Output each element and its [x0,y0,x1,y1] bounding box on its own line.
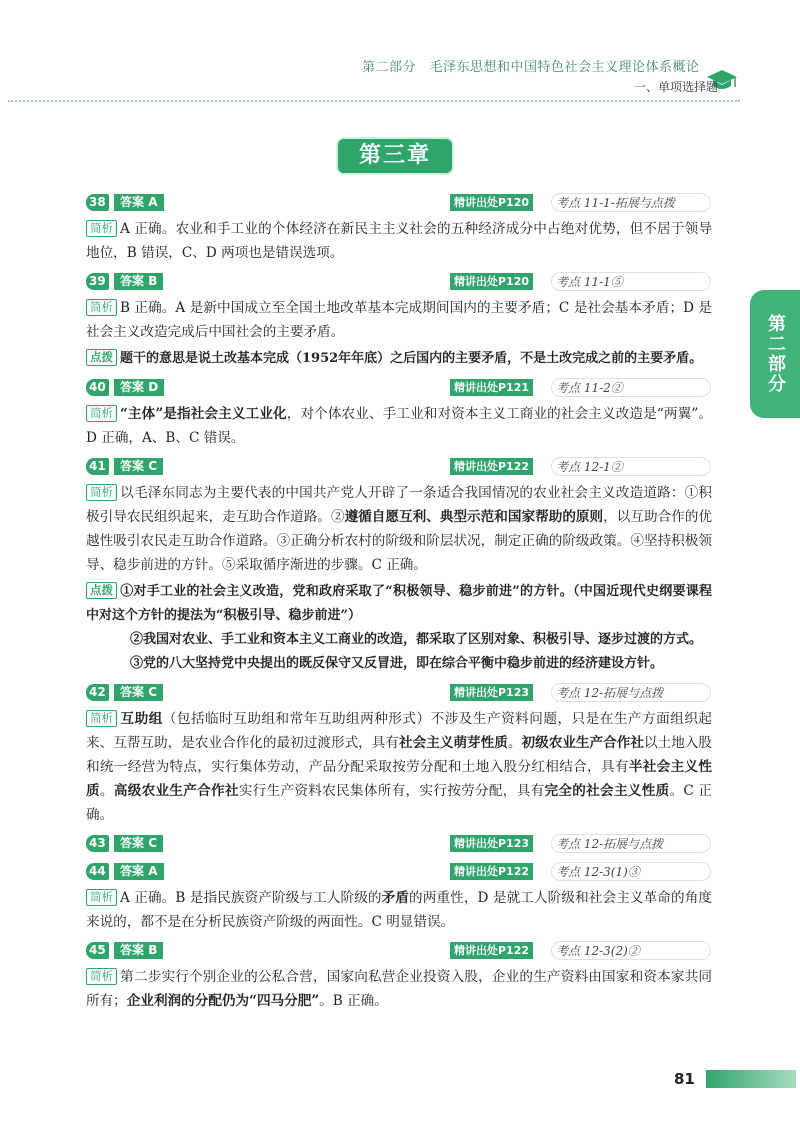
answer-letter: A [148,864,158,878]
source-page: P121 [498,381,530,394]
source-badge [450,863,533,880]
analysis-text: （包括临时互助组和常年互助组两种形式）不涉及生产资料问题，只是在生产方面组织起来、互帮互助，是农业合作化的最初过渡形式，具有 [86,711,713,751]
answer-letter: C [148,836,158,850]
kaodian-tag: 考点 11-2② [551,378,711,397]
source-label: 精讲出处 [454,944,498,957]
answer-prefix: 答案 [120,864,145,878]
analysis-text: 实行生产资料农民集体所有，实行按劳分配，具有 [238,783,545,799]
running-header-subtitle: 一、单项选择题 [633,80,718,94]
tip-paragraph [86,580,712,676]
analysis-emphasis: 矛盾 [381,890,410,906]
analysis-text: B 正确。A 是新中国成立至全国土地改革基本完成期间国内的主要矛盾；C 是社会基本矛盾；D 是社会主义改造完成后中国社会的主要矛盾。 [86,300,712,340]
answer-prefix: 答案 [120,195,145,209]
question-number: 43 [86,835,109,852]
analysis-label: 简析 [86,484,117,501]
source-label: 精讲出处 [454,460,498,473]
answer-block [86,833,712,855]
source-page: P120 [498,275,530,288]
answer-block [86,192,712,265]
kaodian-tag: 考点 11-1-拓展与点拨 [551,193,711,212]
answer-block [86,861,712,934]
question-number: 40 [86,379,109,396]
analysis-label: 简析 [86,710,117,727]
answer-prefix: 答案 [120,836,145,850]
answer-letter: B [148,943,158,957]
answer-badge [114,942,163,959]
answer-letter: B [148,274,158,288]
analysis-label: 简析 [86,299,117,316]
analysis-emphasis: 遵循自愿互利、典型示范和国家帮助的原则 [344,509,604,525]
answer-prefix: 答案 [120,943,145,957]
analysis-text: 。 [507,735,522,751]
page-number: 81 [674,1070,695,1088]
analysis-paragraph [86,707,712,827]
analysis-label: 简析 [86,968,117,985]
analysis-text: 以土地入股和统一经营为特点，实行集体劳动，产品分配采取按劳分配和土地入股分红相结合，具有 [86,735,713,775]
question-number: 41 [86,458,109,475]
side-part-tab: 第二部分 [750,290,800,418]
question-number: 42 [86,684,109,701]
analysis-text: A 正确。农业和手工业的个体经济在新民主主义社会的五种经济成分中占绝对优势，但不居于领导地位，B 错误，C、D 两项也是错误选项。 [86,221,712,261]
answer-badge [114,194,164,211]
source-label: 精讲出处 [454,865,498,878]
header-divider [8,100,740,102]
answer-badge [114,379,164,396]
analysis-text: ，以互助合作的优越性吸引农民走互助合作道路。③正确分析农村的阶级和阶层状况，制定正确的阶级政策。④坚持积极领导、稳步前进的方针。⑤采取循序渐进的步骤。C 正确。 [86,509,713,573]
answer-letter: C [148,459,158,473]
source-page: P123 [498,837,530,850]
analysis-paragraph [86,481,712,577]
analysis-emphasis: 高级农业生产合作社 [113,783,239,799]
answer-block [86,377,712,450]
running-header-title: 第二部分 毛泽东思想和中国特色社会主义理论体系概论 [362,60,700,75]
answer-badge [114,273,163,290]
tip-label: 点拨 [86,349,117,366]
analysis-text: 。C 正确。 [86,783,713,823]
question-number: 39 [86,273,109,290]
analysis-text: ，对个体农业、手工业和对资本主义工商业的社会主义改造是“两翼”。D 正确，A、B、C 错误。 [86,406,712,446]
kaodian-tag: 考点 11-1⑤ [551,272,711,291]
answer-prefix: 答案 [120,685,145,699]
analysis-emphasis: 社会主义萌芽性质 [399,735,508,751]
analysis-text: 的两重性，D 是就工人阶级和社会主义革命的角度来说的，都不是在分析民族资产阶级的两面性。C 明显错误。 [86,890,713,930]
analysis-emphasis: 初级农业生产合作社 [521,735,644,751]
kaodian-tag: 考点 12-拓展与点拨 [551,834,711,853]
source-page: P120 [498,196,530,209]
page-number-bar [706,1070,796,1088]
answer-badge [114,863,164,880]
analysis-text: 第二步实行个别企业的公私合营，国家向私营企业投资入股，企业的生产资料由国家和资本家共同所有； [86,969,712,1009]
tip-text: 题干的意思是说土改基本完成（1952年年底）之后国内的主要矛盾，不是土改完成之前的主要矛盾。 [120,351,703,366]
analysis-paragraph [86,965,712,1013]
tip-text: ①对手工业的社会主义改造，党和政府采取了“积极领导、稳步前进”的方针。（中国近现代史纲要课程中对这个方针的提法为“积极引导、稳步前进”） [86,584,712,623]
analysis-emphasis: “主体”是指社会主义工业化 [120,406,287,422]
analysis-paragraph [86,217,712,265]
answer-block [86,682,712,827]
analysis-label: 简析 [86,405,117,422]
tip-label: 点拨 [86,582,117,599]
source-label: 精讲出处 [454,837,498,850]
answer-letter: C [148,685,158,699]
analysis-emphasis: 互助组 [120,711,163,727]
analysis-paragraph [86,886,712,934]
question-number: 38 [86,194,109,211]
source-label: 精讲出处 [454,686,498,699]
kaodian-tag: 考点 12-拓展与点拨 [551,683,711,702]
analysis-emphasis: 完全的社会主义性质 [544,783,670,799]
chapter-title: 第三章 [338,139,452,173]
analysis-paragraph [86,296,712,344]
answer-badge [114,684,163,701]
tip-text: ③党的八大坚持党中央提出的既反保守又反冒进，即在综合平衡中稳步前进的经济建设方针。 [130,656,664,671]
tip-paragraph [86,347,712,371]
analysis-emphasis: 半社会主义性质 [86,759,712,799]
analysis-label: 简析 [86,220,117,237]
source-badge [450,273,533,290]
tip-text: ②我国对农业、手工业和资本主义工商业的改造，都采取了区别对象、积极引导、逐步过渡的方式。 [130,632,703,647]
source-page: P122 [498,944,530,957]
answer-letter: D [148,380,159,394]
answer-block [86,271,712,371]
answer-block [86,456,712,676]
question-number: 45 [86,942,109,959]
answer-block [86,940,712,1013]
answer-letter: A [148,195,158,209]
source-badge [450,684,533,701]
source-label: 精讲出处 [454,196,498,209]
source-label: 精讲出处 [454,381,498,394]
answers-list [86,192,712,1019]
question-number: 44 [86,863,109,880]
source-page: P123 [498,686,530,699]
answer-prefix: 答案 [120,459,145,473]
source-badge [450,194,533,211]
analysis-text: A 正确。B 是指民族资产阶级与工人阶级的 [120,890,382,906]
analysis-text: 。B 正确。 [319,993,388,1009]
answer-badge [114,458,163,475]
kaodian-tag: 考点 12-3(2)② [551,941,711,960]
answer-badge [114,835,163,852]
source-page: P122 [498,460,530,473]
answer-prefix: 答案 [120,274,145,288]
analysis-label: 简析 [86,889,117,906]
answer-prefix: 答案 [120,380,145,394]
source-badge [450,458,533,475]
source-label: 精讲出处 [454,275,498,288]
analysis-text: 。 [99,783,114,799]
source-badge [450,379,533,396]
source-badge [450,942,533,959]
source-page: P122 [498,865,530,878]
analysis-paragraph [86,402,712,450]
analysis-emphasis: 企业利润的分配仍为“四马分肥” [126,993,320,1009]
kaodian-tag: 考点 12-1② [551,457,711,476]
kaodian-tag: 考点 12-3(1)③ [551,862,711,881]
analysis-text: 以毛泽东同志为主要代表的中国共产党人开辟了一条适合我国情况的农业社会主义改造道路：①积极引导农民组织起来，走互助合作道路。② [86,485,712,525]
source-badge [450,835,533,852]
